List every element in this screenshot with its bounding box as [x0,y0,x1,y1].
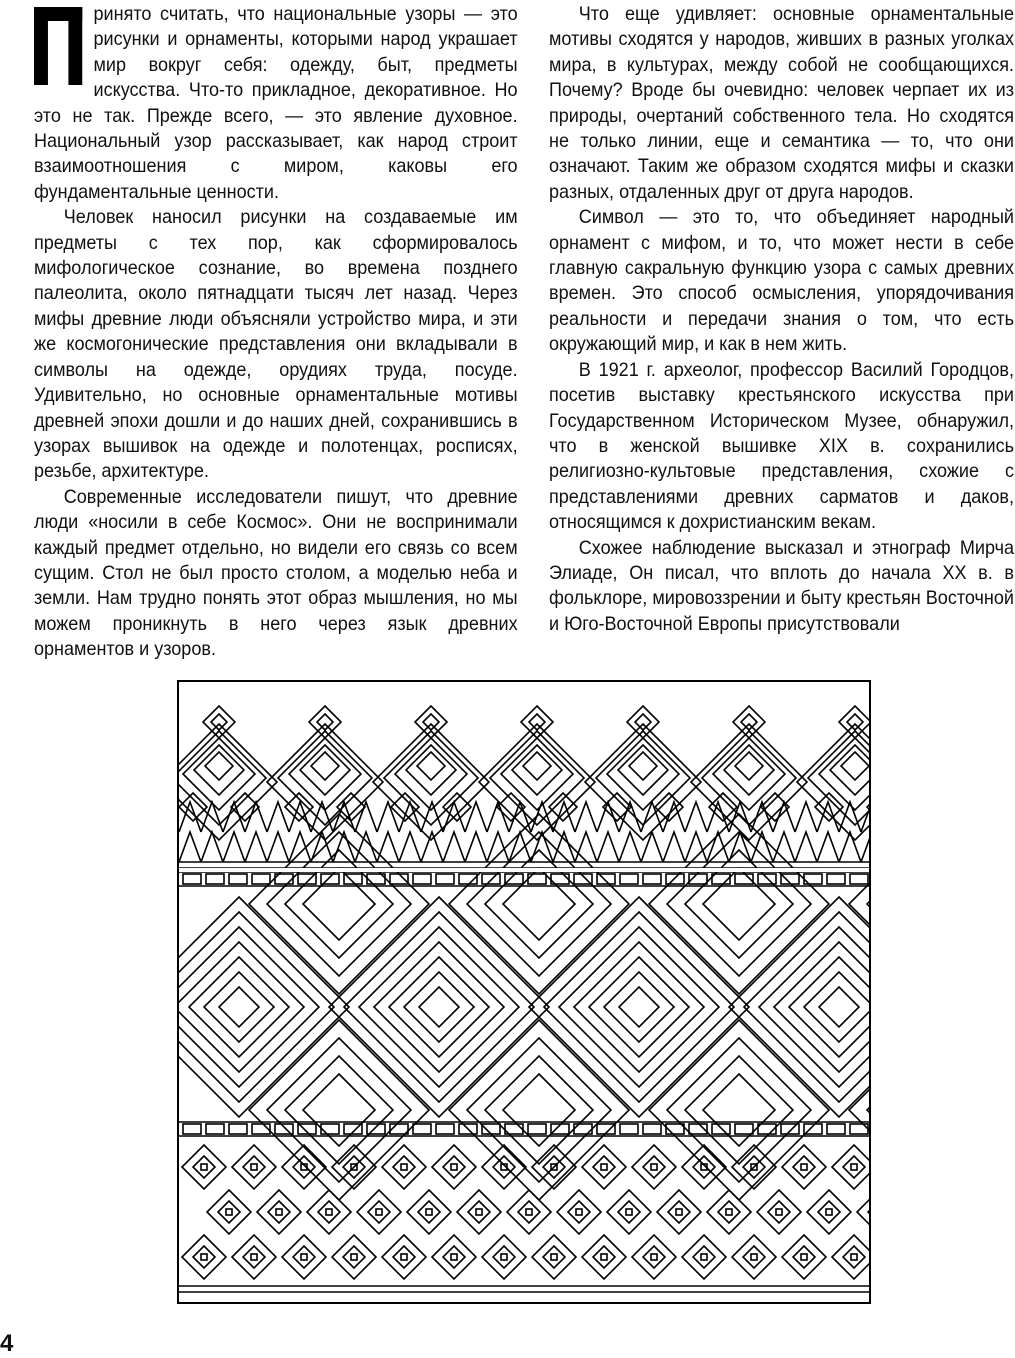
lattice-center [651,1164,657,1170]
zigzag-line [465,802,487,832]
crown-hook [761,793,789,821]
paragraph-5: Символ — это то, что объединяет народный орнамент с мифом, и то, что может нести в себе главную сакральную функцию узора с самых древних времен. Это способ осмысления, упорядочивания реальности и передачи знания о том, что есть окружающий мир, и как в нем жить. [549,206,1014,356]
zigzag-line [641,832,663,862]
lattice-center [701,1254,707,1260]
lattice-inner-diamond [643,1246,665,1268]
lattice-diamond [557,1190,601,1234]
lattice-inner-diamond [268,1201,290,1223]
lattice-inner-diamond [293,1246,315,1268]
meander-half-diamond [485,850,593,958]
crown-hook [603,793,631,821]
crown-diamond [311,752,339,780]
lattice-inner-diamond [443,1156,465,1178]
lower-bar-border-bar [643,1124,661,1134]
lattice-diamond [232,1235,276,1279]
crown-diamond [373,724,489,840]
lattice-center [851,1254,857,1260]
lattice-diamond [282,1145,326,1189]
lattice-diamond [332,1235,376,1279]
meander-half-diamond [267,832,411,976]
zigzag-line [201,832,223,862]
lattice-diamond [382,1235,426,1279]
crown-top-diamond [203,706,235,738]
zigzag-line [289,832,311,862]
lattice-center [776,1209,782,1215]
lattice-diamond [807,1190,851,1234]
paragraph-1-text: ринято считать, что национальные узоры — это рисунки и орнаменты, которыми народ украшает мир вокруг себя: одежду, быт, предметы искусства. Что-то прикладное, декоративное. Но это не так. Прежде всего, — это явление духовное. Национальный узор рассказывает, как народ строит взаимоотношения с миром, каковы его фундаментальные ценности. [34,3,518,203]
zigzag-line [773,832,795,862]
lattice-inner-diamond [693,1246,715,1268]
lower-bar-border-bar [436,1124,454,1134]
lattice-center [451,1164,457,1170]
lattice-inner-diamond [618,1201,640,1223]
lattice-inner-diamond [493,1156,515,1178]
mask [179,868,869,872]
lattice-inner-diamond [668,1201,690,1223]
dropcap-glyph [34,7,82,85]
ornament-illustration [177,680,871,1304]
lattice-center [426,1209,432,1215]
crown-top-inner [529,714,545,730]
lattice-center [226,1209,232,1215]
lattice-diamond [782,1235,826,1279]
lattice-inner-diamond [818,1201,840,1223]
lattice-inner-diamond [443,1246,465,1268]
lattice-inner-diamond [743,1246,765,1268]
lattice-diamond [232,1145,276,1189]
lattice-center [801,1254,807,1260]
lattice-inner-diamond [593,1246,615,1268]
lattice-center [251,1254,257,1260]
lower-bar-border-bar [321,1124,339,1134]
upper-bar-border-bar [643,874,661,884]
lattice-inner-diamond [793,1156,815,1178]
meander-half-diamond [703,1074,775,1146]
lattice-inner-diamond [293,1156,315,1178]
lattice-inner-diamond [418,1201,440,1223]
lattice-inner-diamond [793,1246,815,1268]
lattice-center [726,1209,732,1215]
lower-bar-border-bar [528,1124,546,1134]
meander-half-diamond [703,868,775,940]
meander-diamond [419,987,459,1027]
zigzag-line [355,832,377,862]
paragraph-2: Человек наносил рисунки на создаваемые им предметы с тех пор, как сформировалось мифологическое сознание, во времена позднего палеолита, около пятнадцати тысяч лет назад. Через мифы древние люди объясняли устройство мира, и эти же космогонические представления они вкладывали в символы на одежде, орудиях труда, посуде. Удивительно, но основные орнаментальные мотивы древней эпохи дошли и до наших дней, сохранившись в узорах вышивок на одежде и полотенцах, росписях, резьбе, архитектуре. [34,206,518,483]
zigzag-line [443,832,465,862]
paragraph-3: Современные исследователи пишут, что древние люди «носили в себе Космос». Они не воспринимали каждый предмет отдельно, но видели его связь со всем сущим. Стол не был просто столом, а моделью неба и земли. Нам трудно понять этот образ мышления, но мы можем проникнуть в него через язык древних орнаментов и узоров. [34,485,518,661]
paragraph-4: Что еще удивляет: основные орнаментальные мотивы сходятся у народов, живших в разных уголках мира, в культурах, между собой не сообщающихся. Почему? Вроде бы очевидно: человек черпает их из природы, очертаний собственного тела. Но сходятся не только линии, еще и семантика — то, что они означают. Таким же образом сходятся мифы и сказки разных, отдаленных друг от друга народов. [549,3,1014,203]
lower-bar-border-bar [413,1124,431,1134]
lattice-center [526,1209,532,1215]
meander-diamond [374,942,504,1072]
lattice-inner-diamond [468,1201,490,1223]
meander-diamond [789,957,869,1057]
paragraph-1 [34,2,518,205]
lattice-center [351,1254,357,1260]
crown-top-diamond [733,706,765,738]
lattice-inner-diamond [568,1201,590,1223]
crown-diamond [205,752,233,780]
lattice-inner-diamond [243,1156,265,1178]
upper-bar-border-bar [206,874,224,884]
zigzag-line [795,802,817,832]
lattice-diamond [582,1235,626,1279]
meander-half-diamond [249,814,429,994]
lattice-center [601,1254,607,1260]
lattice-center [276,1209,282,1215]
meander-half-diamond [503,1074,575,1146]
lattice-diamond [432,1145,476,1189]
zigzag-line [223,832,245,862]
lattice-inner-diamond [643,1156,665,1178]
lattice-center [501,1254,507,1260]
zigzag-line [377,802,399,832]
meander-diamond [329,897,549,1117]
lower-bar-border-bar [482,1124,500,1134]
lattice-diamond [657,1190,701,1234]
crown-diamond [267,724,383,840]
meander-half-diamond [467,832,611,976]
meander-diamond [819,987,859,1027]
lattice-center [801,1164,807,1170]
crown-top-inner [741,714,757,730]
crown-diamond [585,724,701,840]
crown-top-inner [211,714,227,730]
lattice-inner-diamond [193,1156,215,1178]
zigzag-line [773,802,795,832]
lattice-center [476,1209,482,1215]
meander-diamond [759,927,869,1087]
upper-bar-border-bar [390,874,408,884]
lattice-inner-diamond [343,1246,365,1268]
meander-half-diamond [285,850,393,958]
meander-diamond [619,987,659,1027]
zigzag-line [575,832,597,862]
ornament-svg [179,682,869,1302]
lattice-diamond [532,1235,576,1279]
lattice-center [651,1254,657,1260]
zigzag-line [245,832,267,862]
lower-bar-border-bar [735,1124,753,1134]
zigzag-line [399,832,421,862]
lattice-center [451,1254,457,1260]
lattice-inner-diamond [843,1156,865,1178]
lattice-diamond [282,1235,326,1279]
lattice-center [576,1209,582,1215]
lattice-center [826,1209,832,1215]
lattice-inner-diamond [243,1246,265,1268]
zigzag-line [861,832,869,862]
lattice-center [626,1209,632,1215]
crown-diamond [830,745,869,795]
meander-diamond [574,942,704,1072]
meander-half-diamond [685,850,793,958]
lattice-diamond [732,1235,776,1279]
lattice-inner-diamond [543,1246,565,1268]
paragraph-7: Схожее наблюдение высказал и этнограф Мирча Элиаде, Он писал, что вплоть до начала XX в. в фольклоре, мировоззрении и быту крестьян Восточной и Юго-Восточной Европы присутствовали [549,536,1014,635]
crown-top-inner [635,714,651,730]
zigzag-line [509,832,531,862]
zigzag-line [575,802,597,832]
zigzag-line [377,832,399,862]
meander-diamond [179,912,334,1102]
lower-bar-border-bar [620,1124,638,1134]
zigzag-line [817,832,839,862]
upper-bar-border-bar [229,874,247,884]
lattice-diamond [182,1145,226,1189]
lattice-inner-diamond [393,1156,415,1178]
lattice-diamond [357,1190,401,1234]
lattice-inner-diamond [593,1156,615,1178]
upper-bar-border-bar [413,874,431,884]
crown-diamond [629,752,657,780]
paragraph-6: В 1921 г. археолог, профессор Василий Городцов, посетив выставку крестьянского искусства при Государственном Историческом Музее, обнаружил, что в женской вышивке XIX в. сохранились религиозно-культовые представления, схожие с представлениями древних сарматов и даков, относящимся к дохристианским векам. [549,358,1014,534]
crown-diamond [841,752,869,780]
lattice-center [301,1254,307,1260]
lattice-diamond [182,1235,226,1279]
crown-hook [443,793,471,821]
lower-bar-border-bar [229,1124,247,1134]
lattice-center [676,1209,682,1215]
crown-diamond [523,752,551,780]
crown-hook [497,793,525,821]
zigzag-line [465,832,487,862]
lattice-center [326,1209,332,1215]
lattice-center [201,1164,207,1170]
lattice-inner-diamond [518,1201,540,1223]
lattice-center [376,1209,382,1215]
upper-bar-border-bar [252,874,270,884]
upper-bar-border-bar [183,874,201,884]
lattice-inner-diamond [193,1246,215,1268]
lower-bar-border-bar [183,1124,201,1134]
zigzag-line [267,832,289,862]
meander-diamond [529,897,749,1117]
lower-bar-border-bar [206,1124,224,1134]
lattice-inner-diamond [693,1156,715,1178]
lattice-diamond [407,1190,451,1234]
zigzag-line [597,802,619,832]
meander-diamond [219,987,259,1027]
lattice-inner-diamond [868,1201,869,1223]
zigzag-line [179,832,201,862]
lattice-inner-diamond [218,1201,240,1223]
zigzag-line [663,832,685,862]
lattice-inner-diamond [718,1201,740,1223]
lattice-inner-diamond [493,1246,515,1268]
zigzag-line [421,832,443,862]
upper-bar-border-bar [850,874,868,884]
crown-top-inner [423,714,439,730]
lattice-inner-diamond [843,1246,865,1268]
zigzag-line [619,832,641,862]
lattice-diamond [757,1190,801,1234]
lattice-diamond [257,1190,301,1234]
lattice-center [751,1254,757,1260]
lattice-diamond [507,1190,551,1234]
lattice-diamond [482,1145,526,1189]
upper-bar-border-bar [827,874,845,884]
crown-top-diamond [415,706,447,738]
lattice-center [851,1164,857,1170]
lattice-diamond [707,1190,751,1234]
meander-diamond [344,912,534,1102]
lattice-inner-diamond [768,1201,790,1223]
left-column [34,2,518,663]
page-number: 4 [0,1330,14,1357]
crown-diamond [417,752,445,780]
crown-top-inner [847,714,863,730]
lattice-diamond [582,1145,626,1189]
meander-diamond [544,912,734,1102]
crown-top-diamond [309,706,341,738]
right-column [549,2,1014,637]
lattice-center [201,1254,207,1260]
lattice-center [251,1164,257,1170]
meander-diamond [744,912,869,1102]
lattice-diamond [682,1145,726,1189]
lattice-center [401,1164,407,1170]
crown-diamond [735,752,763,780]
lattice-diamond [307,1190,351,1234]
lattice-diamond [607,1190,651,1234]
zigzag-line [795,832,817,862]
upper-bar-border-bar [436,874,454,884]
zigzag-line [597,832,619,862]
meander-diamond [179,942,304,1072]
crown-top-diamond [521,706,553,738]
zigzag-line [685,802,707,832]
crown-hook [179,793,207,821]
crown-top-inner [317,714,333,730]
lattice-diamond [382,1145,426,1189]
lattice-diamond [457,1190,501,1234]
zigzag-line [707,832,729,862]
dropcap [34,7,82,85]
lattice-diamond [482,1235,526,1279]
lattice-center [551,1254,557,1260]
lattice-diamond [682,1235,726,1279]
lattice-inner-diamond [368,1201,390,1223]
lattice-inner-diamond [318,1201,340,1223]
crown-diamond [691,724,807,840]
upper-bar-border-bar [620,874,638,884]
lattice-inner-diamond [393,1246,415,1268]
lattice-center [601,1164,607,1170]
zigzag-line [509,802,531,832]
lattice-diamond [632,1145,676,1189]
lattice-diamond [782,1145,826,1189]
meander-half-diamond [303,1074,375,1146]
meander-half-diamond [503,868,575,940]
lattice-diamond [632,1235,676,1279]
lower-bar-border-bar [827,1124,845,1134]
lattice-center [401,1254,407,1260]
lattice-diamond [432,1235,476,1279]
crown-top-diamond [627,706,659,738]
lattice-diamond [207,1190,251,1234]
